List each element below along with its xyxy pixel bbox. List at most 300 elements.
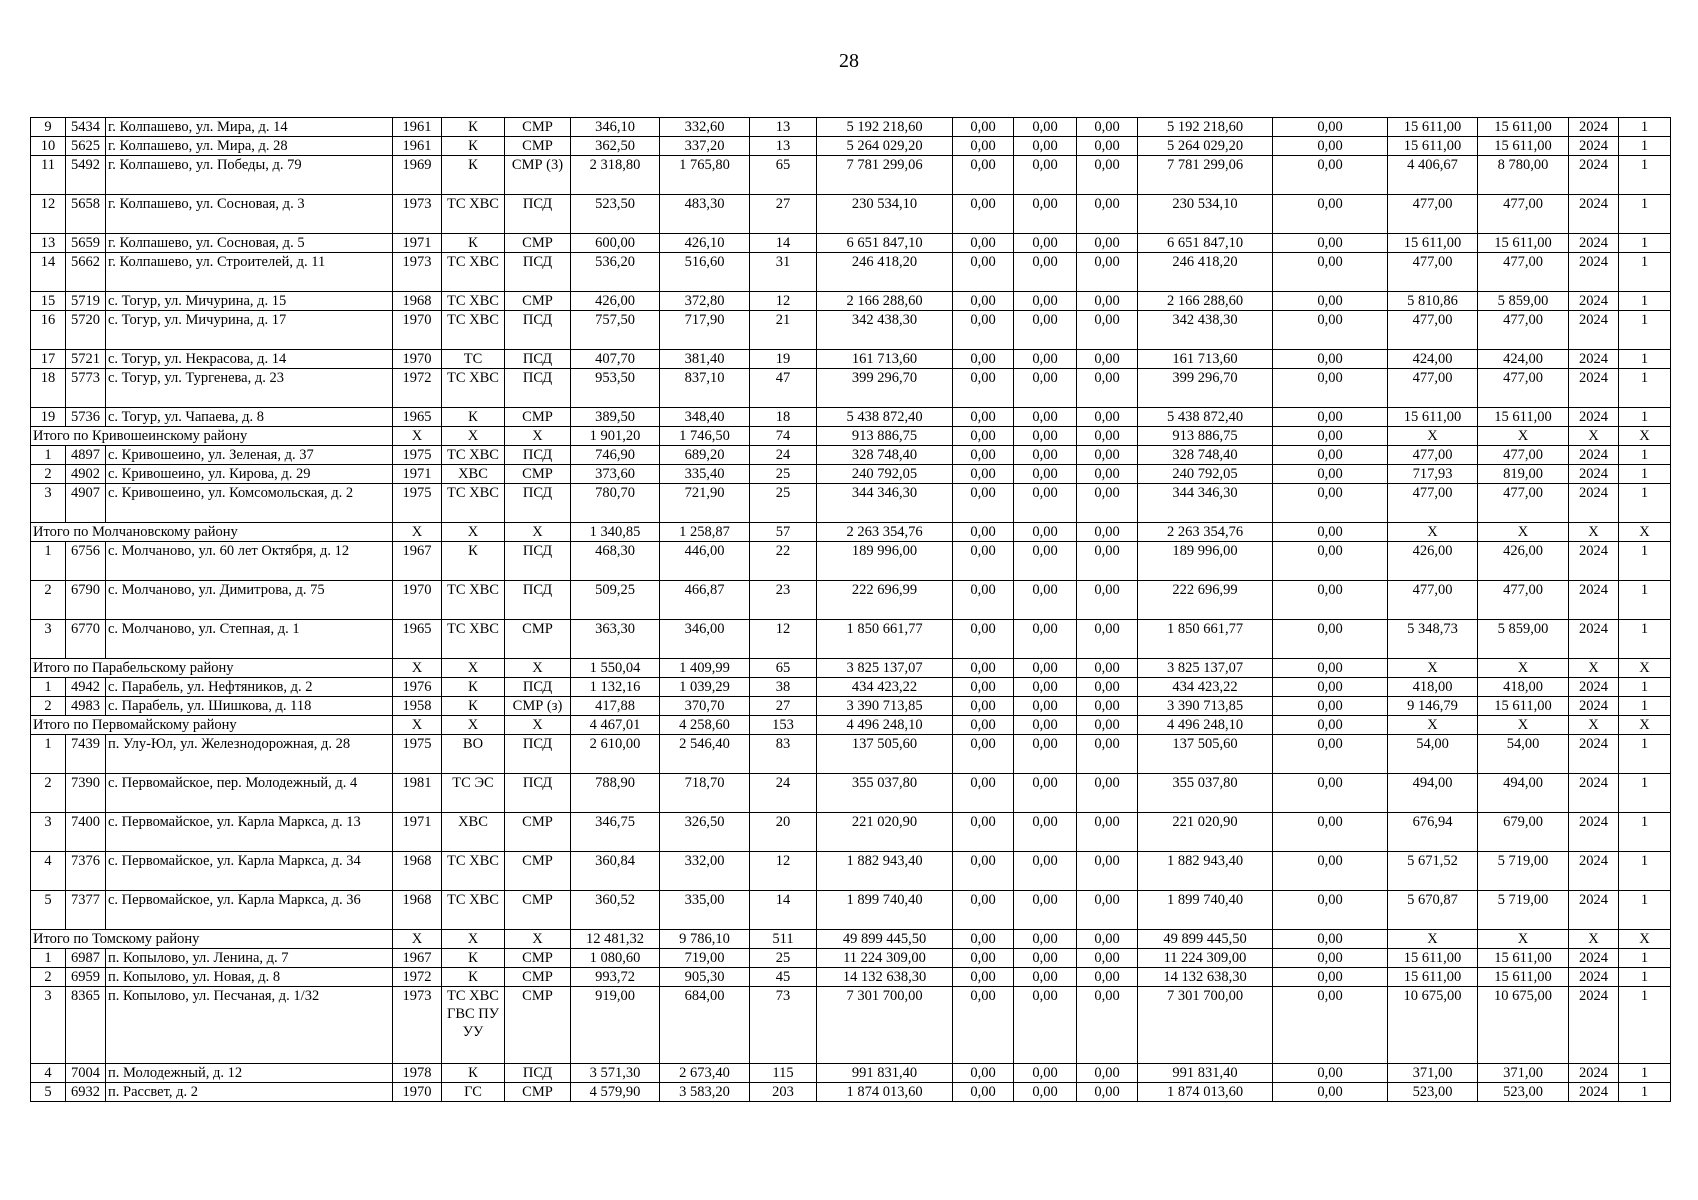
- unit-cost-cell: 523,00: [1388, 1083, 1478, 1102]
- works-type-cell: ТС ХВС: [442, 253, 505, 292]
- row-number-cell: 1: [31, 949, 66, 968]
- address-cell: с. Парабель, ул. Нефтяников, д. 2: [106, 678, 393, 697]
- residential-area-cell: 426,10: [660, 234, 750, 253]
- residential-area-cell: 718,70: [660, 774, 750, 813]
- max-unit-cost-cell: 5 859,00: [1478, 620, 1569, 659]
- total-cost-cell: 11 224 309,00: [817, 949, 953, 968]
- federal-fund-cell: 0,00: [953, 891, 1014, 930]
- regional-budget-cell: 0,00: [1014, 292, 1077, 311]
- regional-budget-cell: 0,00: [1014, 852, 1077, 891]
- completion-year-cell: 2024: [1569, 735, 1619, 774]
- table-row: [31, 620, 1671, 659]
- owners-funds-cell: 2 263 354,76: [1138, 523, 1273, 542]
- residents-cell: 57: [750, 523, 817, 542]
- max-unit-cost-cell: 10 675,00: [1478, 987, 1569, 1064]
- total-area-cell: 12 481,32: [571, 930, 660, 949]
- row-number-cell: 15: [31, 292, 66, 311]
- owners-funds-cell: 161 713,60: [1138, 350, 1273, 369]
- total-cost-cell: 991 831,40: [817, 1064, 953, 1083]
- house-id-cell: 6959: [66, 968, 106, 987]
- owners-funds-cell: 2 166 288,60: [1138, 292, 1273, 311]
- regional-budget-cell: 0,00: [1014, 813, 1077, 852]
- stage-count-cell: 1: [1619, 620, 1671, 659]
- owners-funds-cell: 246 418,20: [1138, 253, 1273, 292]
- district-total-row: [31, 716, 1671, 735]
- unit-cost-cell: 424,00: [1388, 350, 1478, 369]
- other-funds-cell: 0,00: [1273, 774, 1388, 813]
- house-id-cell: 7390: [66, 774, 106, 813]
- residential-area-cell: 516,60: [660, 253, 750, 292]
- year-built-cell: 1975: [393, 484, 442, 523]
- address-cell: с. Тогур, ул. Чапаева, д. 8: [106, 408, 393, 427]
- stage-count-cell: 1: [1619, 774, 1671, 813]
- total-cost-cell: 3 390 713,85: [817, 697, 953, 716]
- row-number-cell: 1: [31, 542, 66, 581]
- works-stage-cell: СМР: [505, 292, 571, 311]
- total-cost-cell: 3 825 137,07: [817, 659, 953, 678]
- stage-count-cell: 1: [1619, 311, 1671, 350]
- total-area-cell: 362,50: [571, 137, 660, 156]
- total-cost-cell: 2 166 288,60: [817, 292, 953, 311]
- local-budget-cell: 0,00: [1077, 735, 1138, 774]
- total-area-cell: 426,00: [571, 292, 660, 311]
- regional-budget-cell: 0,00: [1014, 930, 1077, 949]
- year-built-cell: 1970: [393, 1083, 442, 1102]
- unit-cost-cell: 676,94: [1388, 813, 1478, 852]
- address-cell: г. Колпашево, ул. Сосновая, д. 5: [106, 234, 393, 253]
- residential-area-cell: 332,00: [660, 852, 750, 891]
- max-unit-cost-cell: 679,00: [1478, 813, 1569, 852]
- residential-area-cell: 381,40: [660, 350, 750, 369]
- house-id-cell: 4983: [66, 697, 106, 716]
- residents-cell: 203: [750, 1083, 817, 1102]
- district-total-row: [31, 523, 1671, 542]
- owners-funds-cell: 5 438 872,40: [1138, 408, 1273, 427]
- max-unit-cost-cell: X: [1478, 659, 1569, 678]
- residential-area-cell: 370,70: [660, 697, 750, 716]
- regional-budget-cell: 0,00: [1014, 968, 1077, 987]
- federal-fund-cell: 0,00: [953, 581, 1014, 620]
- row-number-cell: 1: [31, 446, 66, 465]
- stage-count-cell: X: [1619, 659, 1671, 678]
- year-built-cell: 1981: [393, 774, 442, 813]
- stage-count-cell: 1: [1619, 813, 1671, 852]
- regional-budget-cell: 0,00: [1014, 446, 1077, 465]
- federal-fund-cell: 0,00: [953, 678, 1014, 697]
- works-type-cell: ТС ХВС: [442, 484, 505, 523]
- house-id-cell: 6756: [66, 542, 106, 581]
- stage-count-cell: 1: [1619, 369, 1671, 408]
- address-cell: п. Копылово, ул. Ленина, д. 7: [106, 949, 393, 968]
- completion-year-cell: 2024: [1569, 1083, 1619, 1102]
- local-budget-cell: 0,00: [1077, 195, 1138, 234]
- completion-year-cell: 2024: [1569, 581, 1619, 620]
- max-unit-cost-cell: 5 719,00: [1478, 891, 1569, 930]
- works-type-cell: К: [442, 1064, 505, 1083]
- completion-year-cell: 2024: [1569, 891, 1619, 930]
- local-budget-cell: 0,00: [1077, 484, 1138, 523]
- max-unit-cost-cell: 15 611,00: [1478, 118, 1569, 137]
- completion-year-cell: 2024: [1569, 542, 1619, 581]
- max-unit-cost-cell: 494,00: [1478, 774, 1569, 813]
- total-label-cell: Итого по Молчановскому району: [31, 523, 393, 542]
- table-row: [31, 891, 1671, 930]
- address-cell: с. Молчаново, ул. Димитрова, д. 75: [106, 581, 393, 620]
- works-stage-cell: ПСД: [505, 446, 571, 465]
- owners-funds-cell: 4 496 248,10: [1138, 716, 1273, 735]
- completion-year-cell: X: [1569, 523, 1619, 542]
- works-stage-cell: ПСД: [505, 195, 571, 234]
- residential-area-cell: 335,40: [660, 465, 750, 484]
- row-number-cell: 1: [31, 735, 66, 774]
- total-area-cell: 953,50: [571, 369, 660, 408]
- stage-count-cell: 1: [1619, 542, 1671, 581]
- max-unit-cost-cell: 15 611,00: [1478, 408, 1569, 427]
- other-funds-cell: 0,00: [1273, 156, 1388, 195]
- regional-budget-cell: 0,00: [1014, 311, 1077, 350]
- row-number-cell: 5: [31, 1083, 66, 1102]
- federal-fund-cell: 0,00: [953, 446, 1014, 465]
- total-cost-cell: 137 505,60: [817, 735, 953, 774]
- works-type-cell: К: [442, 156, 505, 195]
- year-built-cell: 1973: [393, 253, 442, 292]
- house-id-cell: 7377: [66, 891, 106, 930]
- table-row: [31, 234, 1671, 253]
- row-number-cell: 2: [31, 465, 66, 484]
- works-stage-cell: ПСД: [505, 369, 571, 408]
- house-id-cell: 6790: [66, 581, 106, 620]
- stage-count-cell: 1: [1619, 195, 1671, 234]
- regional-budget-cell: 0,00: [1014, 542, 1077, 581]
- year-built-cell: X: [393, 930, 442, 949]
- residential-area-cell: 2 673,40: [660, 1064, 750, 1083]
- federal-fund-cell: 0,00: [953, 484, 1014, 523]
- works-stage-cell: СМР: [505, 465, 571, 484]
- owners-funds-cell: 355 037,80: [1138, 774, 1273, 813]
- other-funds-cell: 0,00: [1273, 678, 1388, 697]
- total-area-cell: 4 579,90: [571, 1083, 660, 1102]
- stage-count-cell: 1: [1619, 987, 1671, 1064]
- unit-cost-cell: 15 611,00: [1388, 408, 1478, 427]
- unit-cost-cell: 9 146,79: [1388, 697, 1478, 716]
- works-stage-cell: СМР: [505, 620, 571, 659]
- owners-funds-cell: 240 792,05: [1138, 465, 1273, 484]
- year-built-cell: 1967: [393, 949, 442, 968]
- owners-funds-cell: 11 224 309,00: [1138, 949, 1273, 968]
- local-budget-cell: 0,00: [1077, 659, 1138, 678]
- table-row: [31, 949, 1671, 968]
- year-built-cell: X: [393, 427, 442, 446]
- table-row: [31, 542, 1671, 581]
- other-funds-cell: 0,00: [1273, 369, 1388, 408]
- address-cell: с. Парабель, ул. Шишкова, д. 118: [106, 697, 393, 716]
- owners-funds-cell: 230 534,10: [1138, 195, 1273, 234]
- works-type-cell: К: [442, 968, 505, 987]
- owners-funds-cell: 5 264 029,20: [1138, 137, 1273, 156]
- residents-cell: 14: [750, 234, 817, 253]
- works-stage-cell: СМР: [505, 949, 571, 968]
- local-budget-cell: 0,00: [1077, 253, 1138, 292]
- owners-funds-cell: 328 748,40: [1138, 446, 1273, 465]
- works-stage-cell: ПСД: [505, 581, 571, 620]
- house-id-cell: 5434: [66, 118, 106, 137]
- other-funds-cell: 0,00: [1273, 408, 1388, 427]
- residential-area-cell: 446,00: [660, 542, 750, 581]
- year-built-cell: 1970: [393, 350, 442, 369]
- federal-fund-cell: 0,00: [953, 716, 1014, 735]
- residential-area-cell: 9 786,10: [660, 930, 750, 949]
- works-type-cell: К: [442, 234, 505, 253]
- regional-budget-cell: 0,00: [1014, 774, 1077, 813]
- other-funds-cell: 0,00: [1273, 930, 1388, 949]
- works-stage-cell: СМР (3): [505, 156, 571, 195]
- local-budget-cell: 0,00: [1077, 949, 1138, 968]
- local-budget-cell: 0,00: [1077, 350, 1138, 369]
- federal-fund-cell: 0,00: [953, 292, 1014, 311]
- stage-count-cell: X: [1619, 716, 1671, 735]
- unit-cost-cell: 717,93: [1388, 465, 1478, 484]
- regional-budget-cell: 0,00: [1014, 697, 1077, 716]
- total-area-cell: 346,10: [571, 118, 660, 137]
- total-area-cell: 417,88: [571, 697, 660, 716]
- unit-cost-cell: X: [1388, 930, 1478, 949]
- owners-funds-cell: 5 192 218,60: [1138, 118, 1273, 137]
- stage-count-cell: 1: [1619, 581, 1671, 620]
- year-built-cell: X: [393, 716, 442, 735]
- works-type-cell: ХВС: [442, 465, 505, 484]
- total-cost-cell: 6 651 847,10: [817, 234, 953, 253]
- federal-fund-cell: 0,00: [953, 735, 1014, 774]
- total-cost-cell: 5 438 872,40: [817, 408, 953, 427]
- unit-cost-cell: X: [1388, 716, 1478, 735]
- completion-year-cell: 2024: [1569, 118, 1619, 137]
- federal-fund-cell: 0,00: [953, 774, 1014, 813]
- district-total-row: [31, 659, 1671, 678]
- residential-area-cell: 483,30: [660, 195, 750, 234]
- other-funds-cell: 0,00: [1273, 523, 1388, 542]
- house-id-cell: 7400: [66, 813, 106, 852]
- row-number-cell: 1: [31, 678, 66, 697]
- regional-budget-cell: 0,00: [1014, 408, 1077, 427]
- residents-cell: 12: [750, 292, 817, 311]
- stage-count-cell: 1: [1619, 1083, 1671, 1102]
- owners-funds-cell: 14 132 638,30: [1138, 968, 1273, 987]
- other-funds-cell: 0,00: [1273, 697, 1388, 716]
- total-cost-cell: 7 301 700,00: [817, 987, 953, 1064]
- unit-cost-cell: 5 810,86: [1388, 292, 1478, 311]
- federal-fund-cell: 0,00: [953, 137, 1014, 156]
- total-cost-cell: 328 748,40: [817, 446, 953, 465]
- residents-cell: 23: [750, 581, 817, 620]
- unit-cost-cell: 418,00: [1388, 678, 1478, 697]
- owners-funds-cell: 189 996,00: [1138, 542, 1273, 581]
- row-number-cell: 12: [31, 195, 66, 234]
- total-cost-cell: 434 423,22: [817, 678, 953, 697]
- total-cost-cell: 222 696,99: [817, 581, 953, 620]
- year-built-cell: 1971: [393, 465, 442, 484]
- local-budget-cell: 0,00: [1077, 813, 1138, 852]
- house-id-cell: 5719: [66, 292, 106, 311]
- residents-cell: 47: [750, 369, 817, 408]
- unit-cost-cell: X: [1388, 659, 1478, 678]
- works-stage-cell: ПСД: [505, 1064, 571, 1083]
- year-built-cell: 1972: [393, 968, 442, 987]
- total-area-cell: 3 571,30: [571, 1064, 660, 1083]
- federal-fund-cell: 0,00: [953, 523, 1014, 542]
- page-number: 28: [839, 50, 859, 72]
- stage-count-cell: 1: [1619, 484, 1671, 523]
- completion-year-cell: 2024: [1569, 137, 1619, 156]
- house-id-cell: 5721: [66, 350, 106, 369]
- row-number-cell: 3: [31, 813, 66, 852]
- completion-year-cell: 2024: [1569, 484, 1619, 523]
- federal-fund-cell: 0,00: [953, 234, 1014, 253]
- address-cell: с. Первомайское, ул. Карла Маркса, д. 13: [106, 813, 393, 852]
- completion-year-cell: 2024: [1569, 813, 1619, 852]
- regional-budget-cell: 0,00: [1014, 427, 1077, 446]
- federal-fund-cell: 0,00: [953, 659, 1014, 678]
- federal-fund-cell: 0,00: [953, 311, 1014, 350]
- works-type-cell: ХВС: [442, 813, 505, 852]
- regional-budget-cell: 0,00: [1014, 369, 1077, 408]
- unit-cost-cell: 15 611,00: [1388, 968, 1478, 987]
- total-area-cell: 389,50: [571, 408, 660, 427]
- address-cell: с. Первомайское, ул. Карла Маркса, д. 34: [106, 852, 393, 891]
- residents-cell: 115: [750, 1064, 817, 1083]
- max-unit-cost-cell: X: [1478, 930, 1569, 949]
- table-row: [31, 697, 1671, 716]
- total-area-cell: 468,30: [571, 542, 660, 581]
- federal-fund-cell: 0,00: [953, 118, 1014, 137]
- house-id-cell: 7439: [66, 735, 106, 774]
- unit-cost-cell: 5 671,52: [1388, 852, 1478, 891]
- completion-year-cell: 2024: [1569, 234, 1619, 253]
- table-row: [31, 408, 1671, 427]
- stage-count-cell: 1: [1619, 678, 1671, 697]
- local-budget-cell: 0,00: [1077, 118, 1138, 137]
- stage-count-cell: 1: [1619, 156, 1671, 195]
- address-cell: с. Кривошеино, ул. Комсомольская, д. 2: [106, 484, 393, 523]
- federal-fund-cell: 0,00: [953, 968, 1014, 987]
- total-cost-cell: 49 899 445,50: [817, 930, 953, 949]
- residents-cell: 12: [750, 852, 817, 891]
- works-type-cell: ТС ХВС: [442, 446, 505, 465]
- works-type-cell: К: [442, 697, 505, 716]
- works-stage-cell: СМР: [505, 852, 571, 891]
- total-area-cell: 346,75: [571, 813, 660, 852]
- total-area-cell: 788,90: [571, 774, 660, 813]
- regional-budget-cell: 0,00: [1014, 118, 1077, 137]
- completion-year-cell: 2024: [1569, 852, 1619, 891]
- year-built-cell: 1965: [393, 408, 442, 427]
- district-total-row: [31, 930, 1671, 949]
- total-area-cell: 993,72: [571, 968, 660, 987]
- total-cost-cell: 355 037,80: [817, 774, 953, 813]
- works-stage-cell: СМР: [505, 1083, 571, 1102]
- max-unit-cost-cell: 477,00: [1478, 484, 1569, 523]
- row-number-cell: 18: [31, 369, 66, 408]
- owners-funds-cell: 6 651 847,10: [1138, 234, 1273, 253]
- table-row: [31, 581, 1671, 620]
- row-number-cell: 16: [31, 311, 66, 350]
- regional-budget-cell: 0,00: [1014, 465, 1077, 484]
- regional-budget-cell: 0,00: [1014, 484, 1077, 523]
- works-stage-cell: СМР (з): [505, 697, 571, 716]
- year-built-cell: 1961: [393, 118, 442, 137]
- table-row: [31, 678, 1671, 697]
- regional-budget-cell: 0,00: [1014, 716, 1077, 735]
- residents-cell: 24: [750, 774, 817, 813]
- regional-budget-cell: 0,00: [1014, 581, 1077, 620]
- regional-budget-cell: 0,00: [1014, 1083, 1077, 1102]
- stage-count-cell: 1: [1619, 465, 1671, 484]
- total-cost-cell: 342 438,30: [817, 311, 953, 350]
- table-row: [31, 465, 1671, 484]
- owners-funds-cell: 913 886,75: [1138, 427, 1273, 446]
- stage-count-cell: 1: [1619, 968, 1671, 987]
- completion-year-cell: 2024: [1569, 311, 1619, 350]
- completion-year-cell: 2024: [1569, 350, 1619, 369]
- federal-fund-cell: 0,00: [953, 350, 1014, 369]
- year-built-cell: 1972: [393, 369, 442, 408]
- residents-cell: 511: [750, 930, 817, 949]
- address-cell: п. Улу-Юл, ул. Железнодорожная, д. 28: [106, 735, 393, 774]
- completion-year-cell: 2024: [1569, 1064, 1619, 1083]
- residents-cell: 20: [750, 813, 817, 852]
- other-funds-cell: 0,00: [1273, 484, 1388, 523]
- completion-year-cell: X: [1569, 659, 1619, 678]
- regional-budget-cell: 0,00: [1014, 350, 1077, 369]
- regional-budget-cell: 0,00: [1014, 137, 1077, 156]
- house-id-cell: 4907: [66, 484, 106, 523]
- address-cell: г. Колпашево, ул. Сосновая, д. 3: [106, 195, 393, 234]
- total-area-cell: 757,50: [571, 311, 660, 350]
- house-id-cell: 7004: [66, 1064, 106, 1083]
- other-funds-cell: 0,00: [1273, 234, 1388, 253]
- total-label-cell: Итого по Кривошеинскому району: [31, 427, 393, 446]
- address-cell: с. Первомайское, пер. Молодежный, д. 4: [106, 774, 393, 813]
- row-number-cell: 2: [31, 581, 66, 620]
- row-number-cell: 2: [31, 774, 66, 813]
- house-id-cell: 5658: [66, 195, 106, 234]
- row-number-cell: 9: [31, 118, 66, 137]
- max-unit-cost-cell: 371,00: [1478, 1064, 1569, 1083]
- row-number-cell: 13: [31, 234, 66, 253]
- total-cost-cell: 7 781 299,06: [817, 156, 953, 195]
- total-area-cell: 509,25: [571, 581, 660, 620]
- total-area-cell: 1 340,85: [571, 523, 660, 542]
- stage-count-cell: 1: [1619, 735, 1671, 774]
- completion-year-cell: 2024: [1569, 195, 1619, 234]
- total-cost-cell: 1 882 943,40: [817, 852, 953, 891]
- local-budget-cell: 0,00: [1077, 234, 1138, 253]
- works-type-cell: ВО: [442, 735, 505, 774]
- federal-fund-cell: 0,00: [953, 195, 1014, 234]
- other-funds-cell: 0,00: [1273, 968, 1388, 987]
- works-type-cell: К: [442, 949, 505, 968]
- house-id-cell: 4902: [66, 465, 106, 484]
- residential-area-cell: 1 258,87: [660, 523, 750, 542]
- row-number-cell: 4: [31, 852, 66, 891]
- regional-budget-cell: 0,00: [1014, 949, 1077, 968]
- unit-cost-cell: 10 675,00: [1388, 987, 1478, 1064]
- total-cost-cell: 5 192 218,60: [817, 118, 953, 137]
- local-budget-cell: 0,00: [1077, 137, 1138, 156]
- residents-cell: 24: [750, 446, 817, 465]
- residential-area-cell: 3 583,20: [660, 1083, 750, 1102]
- residential-area-cell: 721,90: [660, 484, 750, 523]
- table-row: [31, 484, 1671, 523]
